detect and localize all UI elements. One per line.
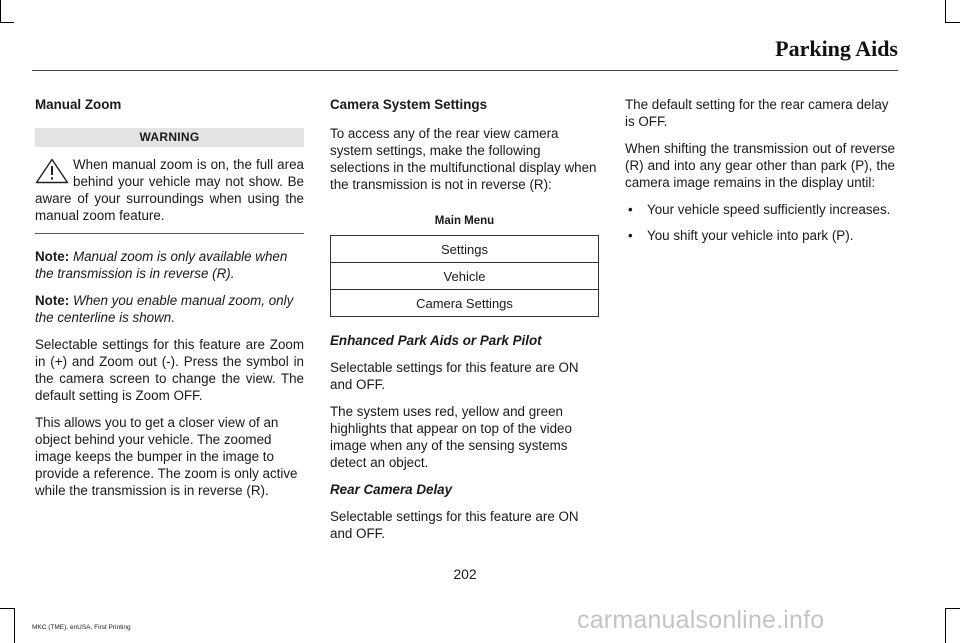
table-row: Vehicle [331, 263, 599, 290]
list-item: • Your vehicle speed sufficiently increases. [625, 201, 895, 218]
crop-mark [14, 608, 15, 643]
warning-divider [35, 233, 304, 234]
warning-text: When manual zoom is on, the full area behind your vehicle may not show. Be aware of your surroundings when using the manual zoom feature. [35, 157, 304, 223]
crop-mark [0, 0, 1, 22]
header-divider [32, 70, 898, 71]
section-heading-manual-zoom: Manual Zoom [35, 97, 122, 112]
note-label: Note: [35, 249, 70, 264]
paragraph-rear-camera-delay-settings: Selectable settings for this feature are ON and OFF. [330, 509, 579, 541]
crop-mark [945, 608, 960, 609]
note-manual-zoom-reverse [35, 248, 304, 282]
note-label: Note: [35, 293, 70, 308]
column-middle [330, 96, 599, 552]
table-row: Camera Settings [331, 290, 599, 317]
page-number: 202 [453, 566, 477, 582]
crop-mark [945, 608, 946, 643]
note-text: Manual zoom is only available when the transmission is in reverse (R). [35, 249, 288, 281]
crop-mark [945, 0, 946, 22]
paragraph-zoom-settings: Selectable settings for this feature are Zoom in (+) and Zoom out (-). Press the symbol in the camera screen to change the view. The default setting is Zoom OFF. [35, 337, 304, 403]
warning-title: WARNING [35, 128, 304, 147]
paragraph-shift-transmission: When shifting the transmission out of reverse (R) and into any gear other than park (P), the camera image remains in the display until: [625, 141, 895, 190]
watermark: carmanualsonline.info [577, 606, 825, 634]
note-centerline [35, 292, 304, 326]
subheading-rear-camera-delay: Rear Camera Delay [330, 482, 453, 497]
paragraph-zoom-description: This allows you to get a closer view of an object behind your vehicle. The zoomed image keeps the bumper in the image to provide a reference. The zoom is only active while the transmission is in reverse (R). [35, 415, 298, 498]
column-left [35, 96, 304, 509]
paragraph-default-delay: The default setting for the rear camera delay is OFF. [625, 97, 889, 129]
paragraph-camera-intro: To access any of the rear view camera system settings, make the following selections in the multifunctional display when the transmission is not in reverse (R): [330, 126, 597, 192]
subheading-park-aids: Enhanced Park Aids or Park Pilot [330, 333, 542, 348]
page-title: Parking Aids [775, 36, 898, 61]
note-text: When you enable manual zoom, only the centerline is shown. [35, 293, 294, 325]
paragraph-park-aids-description: The system uses red, yellow and green highlights that appear on top of the video image when any of the sensing systems detect an object. [330, 404, 572, 470]
table-row: Settings [331, 236, 599, 263]
crop-mark [0, 608, 14, 609]
table-header: Main Menu [331, 207, 599, 236]
crop-mark [945, 22, 960, 23]
crop-mark [0, 22, 14, 23]
column-right [625, 96, 895, 253]
footer-print-info: MKC (TME), enUSA, First Printing [32, 624, 131, 631]
menu-path-table [330, 207, 599, 317]
list-item: • You shift your vehicle into park (P). [625, 227, 895, 244]
warning-triangle-icon [35, 158, 69, 184]
paragraph-park-aids-settings: Selectable settings for this feature are ON and OFF. [330, 360, 579, 392]
warning-box [35, 156, 304, 224]
bullet-list [625, 201, 895, 244]
section-heading-camera-settings: Camera System Settings [330, 97, 488, 112]
